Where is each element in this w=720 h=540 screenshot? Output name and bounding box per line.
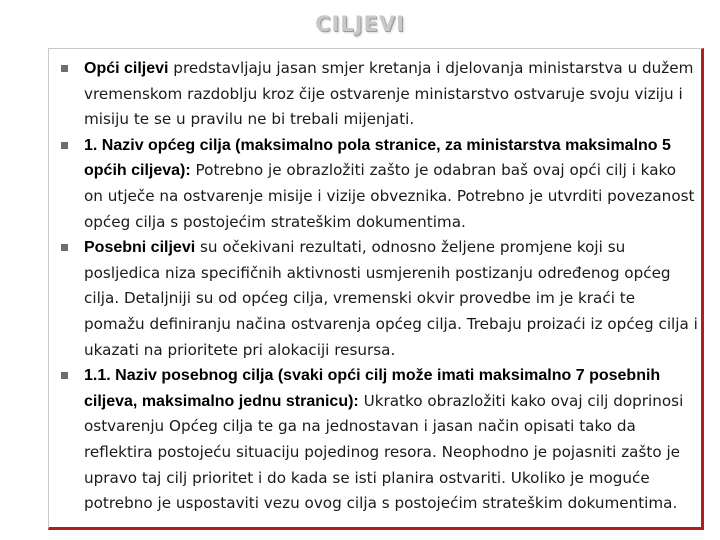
- bullet-list: [0, 56, 720, 517]
- item-lead: Opći ciljevi: [84, 60, 169, 77]
- list-item: [0, 363, 720, 517]
- item-text: su očekivani rezultati, odnosno željene promjene koji su posljedica niza specifičnih aktivnosti usmjerenih postizanju određenog općeg cilja. Detaljniji su od općeg cilja, vremenski okvir provedbe im je kraći te pomažu definiranju načina ostvarenja općeg cilja. Trebaju proizaći iz općeg cilja i ukazati na prioritete pri alokaciji resursa.: [84, 238, 698, 359]
- page-title: CILJEVI: [315, 12, 405, 36]
- item-lead: Posebni ciljevi: [84, 239, 196, 257]
- list-item: [0, 235, 720, 363]
- item-text: Potrebno je obrazložiti zašto je odabran baš ovaj opći cilj i kako on utječe na ostvarenje misije i vizije obveznika. Potrebno je utvrditi povezanost općeg cilja s postojećim strateškim dokumentima.: [84, 161, 695, 231]
- square-bullet-icon: [61, 372, 68, 379]
- square-bullet-icon: [61, 244, 68, 251]
- item-lead: 1. Naziv općeg cilja (maksimalno pola stranice, za ministarstva maksimalno 5 općih ciljeva):: [84, 136, 671, 180]
- item-text: Ukratko obrazložiti kako ovaj cilj doprinosi ostvarenju Općeg cilja te ga na jednostavan i jasan način opisati tako da reflektira postojeću situaciju pojedinog resora. Neophodno je pojasniti zašto je upravo taj cilj prioritet i do kada se isti planira ostvariti. Ukoliko je moguće potrebno je uspostaviti vezu ovog cilja s postojećim strateškim dokumentima.: [84, 391, 684, 513]
- item-lead: 1.1. Naziv posebnog cilja (svaki opći cilj može imati maksimalno 7 posebnih ciljeva, maksimalno jednu stranicu):: [84, 367, 661, 410]
- square-bullet-icon: [61, 142, 68, 149]
- square-bullet-icon: [61, 65, 68, 72]
- item-text: predstavljaju jasan smjer kretanja i djelovanja ministarstva u dužem vremenskom razdoblju kroz čije ostvarenje ministarstvo ostvaruje svoju viziju i misiju te se u pravilu ne bi trebali mijenjati.: [84, 59, 694, 129]
- list-item: [0, 56, 720, 133]
- list-item: [0, 133, 720, 235]
